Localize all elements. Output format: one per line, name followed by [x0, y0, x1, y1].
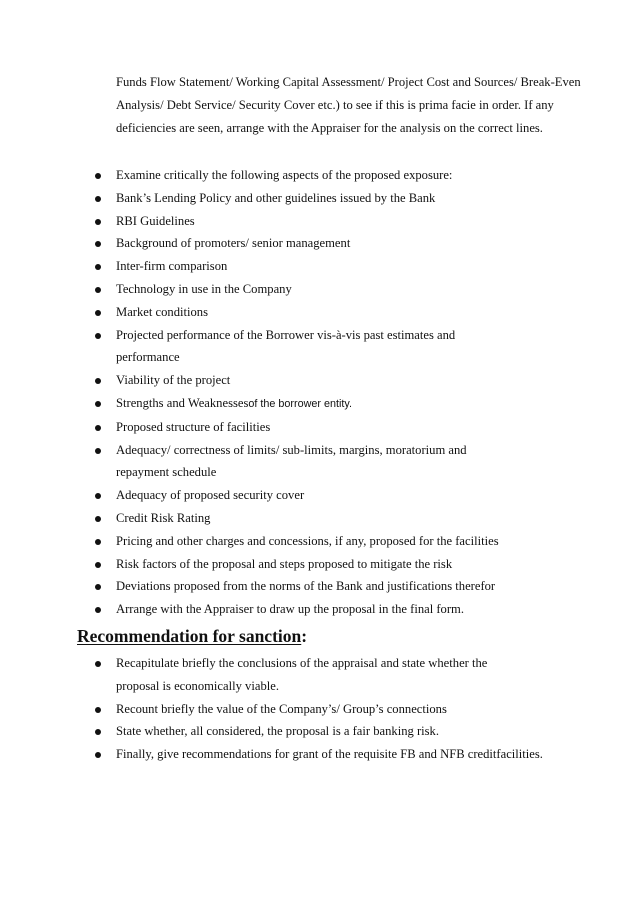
- bullet-icon: [95, 707, 101, 713]
- list-item: [0, 598, 576, 621]
- list-item-text: Market conditions: [116, 304, 208, 319]
- list-item: [0, 575, 576, 598]
- list-item-text: Strengths and Weaknesses: [116, 395, 249, 410]
- bullet-icon: [95, 196, 101, 202]
- list-item-text: Projected performance of the Borrower vis-à-vis past estimates and performance: [116, 327, 456, 365]
- bullet-icon: [95, 241, 101, 247]
- list-item-text: Adequacy/ correctness of limits/ sub-limits, margins, moratorium and repayment schedule: [116, 442, 467, 480]
- bullet-icon: [95, 425, 101, 431]
- list-item-text-suffix: of the borrower entity.: [248, 397, 352, 410]
- section-heading-colon: :: [301, 626, 308, 646]
- list-item-text: Risk factors of the proposal and steps proposed to mitigate the risk: [116, 556, 453, 571]
- list-item-text: Technology in use in the Company: [116, 281, 292, 296]
- bullet-icon: [95, 287, 101, 293]
- list-item-text: Pricing and other charges and concessions, if any, proposed for the facilities: [116, 533, 499, 548]
- list-item-text: Bank’s Lending Policy and other guidelines issued by the Bank: [116, 190, 436, 205]
- list-item: [0, 369, 576, 392]
- appraisal-aspects-list: [0, 164, 576, 621]
- list-item-text: Inter-firm comparison: [116, 259, 228, 274]
- list-item-text: RBI Guidelines: [116, 213, 195, 228]
- list-item: [0, 439, 486, 485]
- bullet-icon: [95, 448, 101, 454]
- list-item-text: Recount briefly the value of the Company’s/ Group’s connections: [116, 701, 447, 716]
- list-item-text: Examine critically the following aspects of the proposed exposure:: [116, 168, 453, 182]
- list-item-text: State whether, all considered, the proposal is a fair banking risk.: [116, 724, 439, 739]
- bullet-icon: [95, 752, 101, 758]
- list-item: [0, 698, 576, 721]
- list-item: [0, 530, 576, 553]
- list-item: [0, 720, 576, 743]
- list-item-text: Credit Risk Rating: [116, 510, 211, 525]
- bullet-icon: [95, 584, 101, 590]
- bullet-icon: [95, 539, 101, 545]
- list-item: [0, 324, 476, 370]
- bullet-icon: [95, 173, 101, 179]
- list-item: [0, 301, 576, 324]
- bullet-icon: [95, 516, 101, 522]
- list-item: [0, 743, 596, 766]
- bullet-icon: [95, 219, 101, 225]
- list-item-text: Finally, give recommendations for grant of the requisite FB and NFB creditfacilities.: [116, 747, 543, 762]
- bullet-icon: [95, 493, 101, 499]
- list-item: [0, 255, 576, 278]
- list-item-text: Arrange with the Appraiser to draw up the proposal in the final form.: [116, 602, 464, 617]
- list-item: [0, 232, 576, 255]
- section-heading-title: Recommendation for sanction: [77, 626, 302, 646]
- list-item-text: Deviations proposed from the norms of the Bank and justifications therefor: [116, 579, 496, 594]
- list-item: [0, 507, 576, 530]
- bullet-icon: [95, 310, 101, 316]
- list-item-text: Proposed structure of facilities: [116, 419, 271, 434]
- bullet-icon: [95, 729, 101, 735]
- list-item: [0, 210, 576, 233]
- list-item: [0, 187, 576, 210]
- bullet-icon: [95, 378, 101, 384]
- bullet-icon: [95, 264, 101, 270]
- recommendation-list: [0, 652, 596, 766]
- section-heading: [77, 624, 307, 648]
- list-item-text: Adequacy of proposed security cover: [116, 488, 305, 503]
- list-item-text: Recapitulate briefly the conclusions of the appraisal and state whether the proposal is economically viable.: [116, 656, 488, 693]
- list-item-text: Background of promoters/ senior management: [116, 236, 351, 251]
- list-item: [0, 652, 496, 698]
- list-item-text: Viability of the project: [116, 373, 231, 388]
- intro-paragraph: Funds Flow Statement/ Working Capital Assessment/ Project Cost and Sources/ Break-Even Analysis/ Debt Service/ Security Cover etc.) to see if this is prima facie in order. If any deficiencies are seen, arrange with the Appraiser for the analysis on the correct lines.: [116, 75, 581, 135]
- bullet-icon: [95, 661, 101, 667]
- bullet-icon: [95, 607, 101, 613]
- bullet-icon: [95, 401, 101, 407]
- list-item: [0, 392, 576, 416]
- list-item: [0, 416, 576, 439]
- list-item: [0, 164, 576, 187]
- list-item: [0, 553, 576, 576]
- bullet-icon: [95, 333, 101, 339]
- list-item: [0, 484, 576, 507]
- bullet-icon: [95, 562, 101, 568]
- list-item: [0, 278, 576, 301]
